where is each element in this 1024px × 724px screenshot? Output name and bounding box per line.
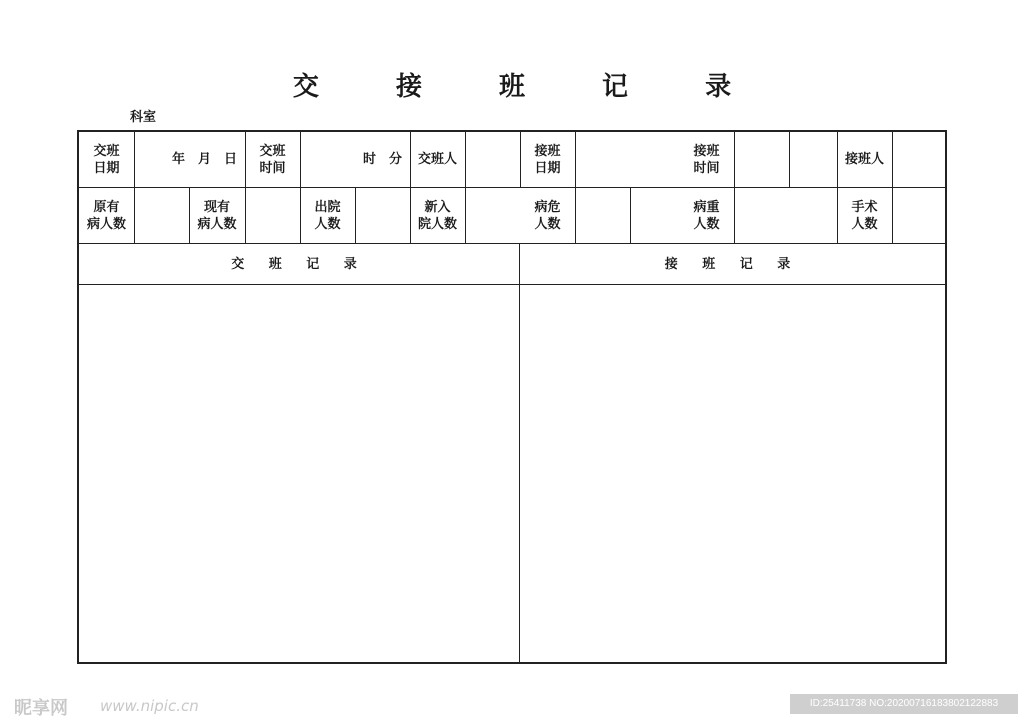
handover-form-table: [77, 130, 947, 664]
new-admissions-label: 新入 院人数: [417, 199, 457, 232]
takeover-date-label: 接班 日期: [534, 143, 561, 176]
handover-date-label: 交班 日期: [93, 143, 120, 176]
column-divider: [892, 132, 893, 243]
handover-person-label: 交班人: [417, 152, 457, 167]
takeover-time-label: 接班 时间: [693, 143, 720, 176]
column-divider: [355, 187, 356, 243]
image-id-badge: ID:25411738 NO:20200716183802122883: [790, 694, 1018, 714]
column-divider: [465, 132, 466, 243]
handover-record-header: 交 班 记 录: [231, 256, 367, 272]
takeover-record-area[interactable]: [520, 285, 945, 662]
time-units: 时 分: [362, 152, 402, 167]
takeover-record-header: 接 班 记 录: [664, 256, 801, 272]
current-patients-label: 现有 病人数: [197, 199, 237, 232]
page-title: 交 接 班 记 录: [292, 72, 766, 102]
column-divider: [575, 132, 576, 243]
handover-record-area[interactable]: [79, 285, 519, 662]
column-divider: [630, 187, 631, 243]
critical-patients-label: 病危 人数: [534, 199, 561, 232]
column-divider: [734, 132, 735, 243]
column-divider: [789, 132, 790, 188]
handover-time-label: 交班 时间: [259, 143, 286, 176]
surgery-patients-label: 手术 人数: [851, 199, 878, 232]
original-patients-label: 原有 病人数: [86, 199, 126, 232]
date-units: 年 月 日: [171, 152, 237, 167]
severe-patients-label: 病重 人数: [693, 199, 720, 232]
watermark-url: www.nipic.cn: [100, 697, 199, 715]
discharged-label: 出院 人数: [314, 199, 341, 232]
takeover-person-label: 接班人: [844, 152, 884, 167]
department-label: 科室: [130, 110, 157, 125]
watermark-logo: 昵享网: [14, 698, 68, 719]
